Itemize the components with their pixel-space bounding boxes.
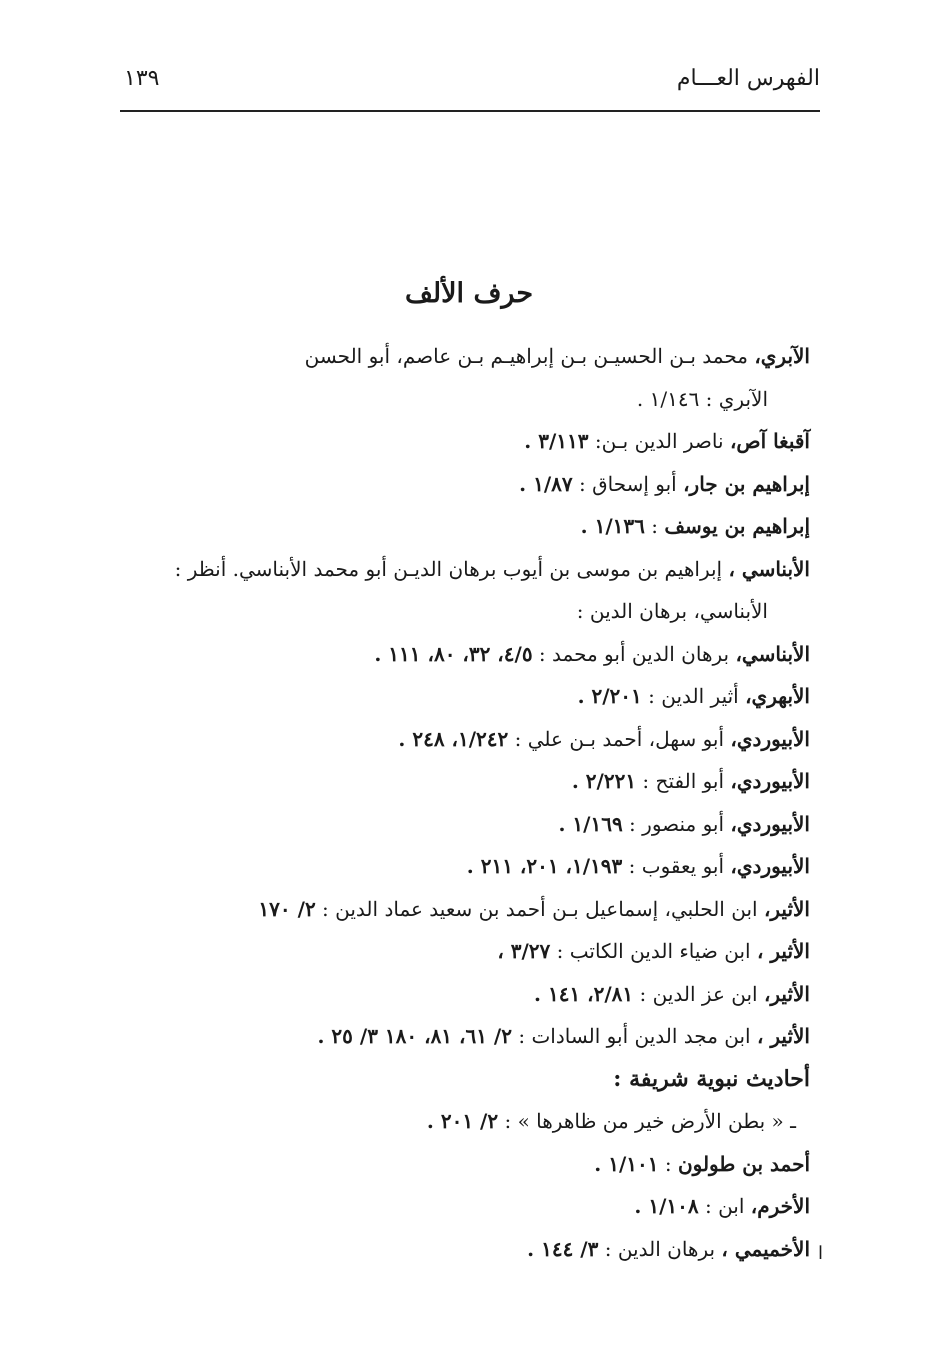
running-title: الفهرس العـــام — [676, 66, 820, 91]
entry-continuation: الآبري : ١/١٤٦ . — [636, 386, 768, 411]
entry-text: برهان الدين أبو محمد : — [532, 641, 736, 666]
entry-lemma: أحمد بن طولون — [677, 1151, 810, 1176]
index-entry — [115, 1228, 810, 1271]
entry-text: برهان الدين : — [598, 1236, 722, 1261]
index-entry — [115, 548, 810, 591]
entry-references: ٣/ ١٤٤ . — [527, 1236, 599, 1261]
index-entry — [115, 675, 810, 718]
entry-references: ١/١٣٦ . — [580, 514, 645, 538]
index-entry — [115, 930, 810, 973]
entry-references: ١/٨٧ . — [519, 471, 573, 496]
entry-text: : — [644, 514, 665, 538]
index-entry — [115, 1100, 810, 1143]
entry-references: ١/١٦٩ . — [558, 811, 623, 836]
entry-lemma: الأبناسي، — [735, 641, 810, 666]
index-entry — [115, 888, 810, 931]
index-entry — [115, 845, 810, 888]
entry-lemma: الأخرم، — [750, 1194, 810, 1218]
index-entries — [115, 335, 810, 1270]
entry-text: أبو الفتح : — [636, 769, 731, 793]
index-entry — [115, 718, 810, 761]
entry-lemma: الأبيوردي، — [730, 769, 810, 793]
section-title: حرف الألف — [404, 278, 534, 309]
entry-text: أثير الدين : — [641, 684, 746, 708]
entry-references: ٢/٢٢١ . — [571, 769, 637, 793]
entry-text: ابن الحلبي، إسماعيل بـن أحمد بن سعيد عماد الدين : — [315, 896, 764, 921]
entry-references: ١/١٩٣، ٢٠١، ٢١١ . — [466, 854, 623, 878]
entry-text: ـ « بطن الأرض خير من ظاهرها » : — [498, 1109, 796, 1133]
index-entry — [115, 463, 810, 506]
entry-lemma: الأبيوردي، — [730, 726, 810, 751]
index-entry — [115, 760, 810, 803]
entry-lemma: الأبهري، — [745, 684, 810, 708]
entry-lemma: الآبري، — [754, 344, 810, 368]
entry-lemma: الأثير ، — [756, 1024, 810, 1048]
margin-mark: ا — [818, 1243, 824, 1264]
entry-text: أبو سهل، أحمد بـن علي : — [508, 726, 731, 751]
index-entry — [115, 335, 810, 378]
index-entry — [115, 803, 810, 846]
entry-text: أبو منصور : — [622, 811, 731, 836]
entry-references: ٢/ ٢٠١ . — [426, 1109, 499, 1133]
entry-text: ابن عز الدين : — [633, 981, 764, 1006]
index-entry — [115, 973, 810, 1016]
entry-text: أبو إسحاق : — [572, 471, 684, 496]
entry-text: أبو يعقوب : — [622, 854, 731, 878]
entry-references: ٢/٢٠١ . — [577, 684, 642, 708]
entry-continuation: الأبناسي، برهان الدين : — [576, 599, 768, 623]
entry-lemma: آقبغا آص، — [729, 429, 810, 453]
entry-references: ١/١٠١ . — [594, 1151, 659, 1176]
entry-text: ابن ضياء الدين الكاتب : — [550, 939, 757, 963]
index-entry — [115, 1143, 810, 1186]
entry-lemma: الأبيوردي، — [730, 811, 810, 836]
entry-text: ناصر الدين بـن: — [588, 429, 730, 453]
entry-text: : — [658, 1151, 678, 1176]
entry-references: ٢/٨١، ١٤١ . — [534, 981, 634, 1006]
entry-lemma: الأخميمي ، — [721, 1236, 810, 1261]
page-number: ١٣٩ — [124, 66, 160, 91]
entry-lemma: الأبناسي ، — [728, 556, 810, 581]
index-subheading — [115, 1058, 810, 1101]
index-entry — [115, 420, 810, 463]
entry-references: ٢/ ١٧٠ — [258, 896, 316, 921]
entry-lemma: الأبيوردي، — [730, 854, 810, 878]
entry-text: ابن مجد الدين أبو السادات : — [511, 1024, 757, 1048]
entry-references: ٣/٢٧ ، — [497, 939, 551, 963]
entry-references: ٢/ ٦١، ٨١، ١٨٠ ٣/ ٢٥ . — [317, 1024, 512, 1048]
entry-references: ٣/١١٣ . — [524, 429, 589, 453]
entry-references: ٤/٥، ٣٢، ٨٠، ١١١ . — [374, 641, 533, 666]
entry-lemma: الأثير، — [763, 981, 810, 1006]
index-entry — [115, 1015, 810, 1058]
index-entry — [115, 505, 810, 548]
header-rule — [120, 110, 820, 112]
entry-lemma: الأثير ، — [756, 939, 810, 963]
entry-text: إبراهيم بن موسى بن أيوب برهان الديـن أبو محمد الأبناسي. أنظر : — [174, 556, 729, 581]
entry-lemma: إبراهيم بن جار، — [683, 471, 810, 496]
running-head — [120, 66, 820, 96]
entry-text: ابن : — [698, 1194, 751, 1218]
entry-references: ١/٢٤٢، ٢٤٨ . — [398, 726, 509, 751]
entry-references: ١/١٠٨ . — [634, 1194, 699, 1218]
entry-text: محمد بـن الحسيـن بـن إبراهيـم بـن عاصم، أبو الحسن — [304, 344, 755, 368]
entry-lemma: الأثير، — [763, 896, 810, 921]
index-entry — [115, 633, 810, 676]
entry-lemma: أحاديث نبوية شريفة : — [613, 1065, 810, 1092]
entry-lemma: إبراهيم بن يوسف — [664, 514, 810, 538]
index-entry — [115, 1185, 810, 1228]
